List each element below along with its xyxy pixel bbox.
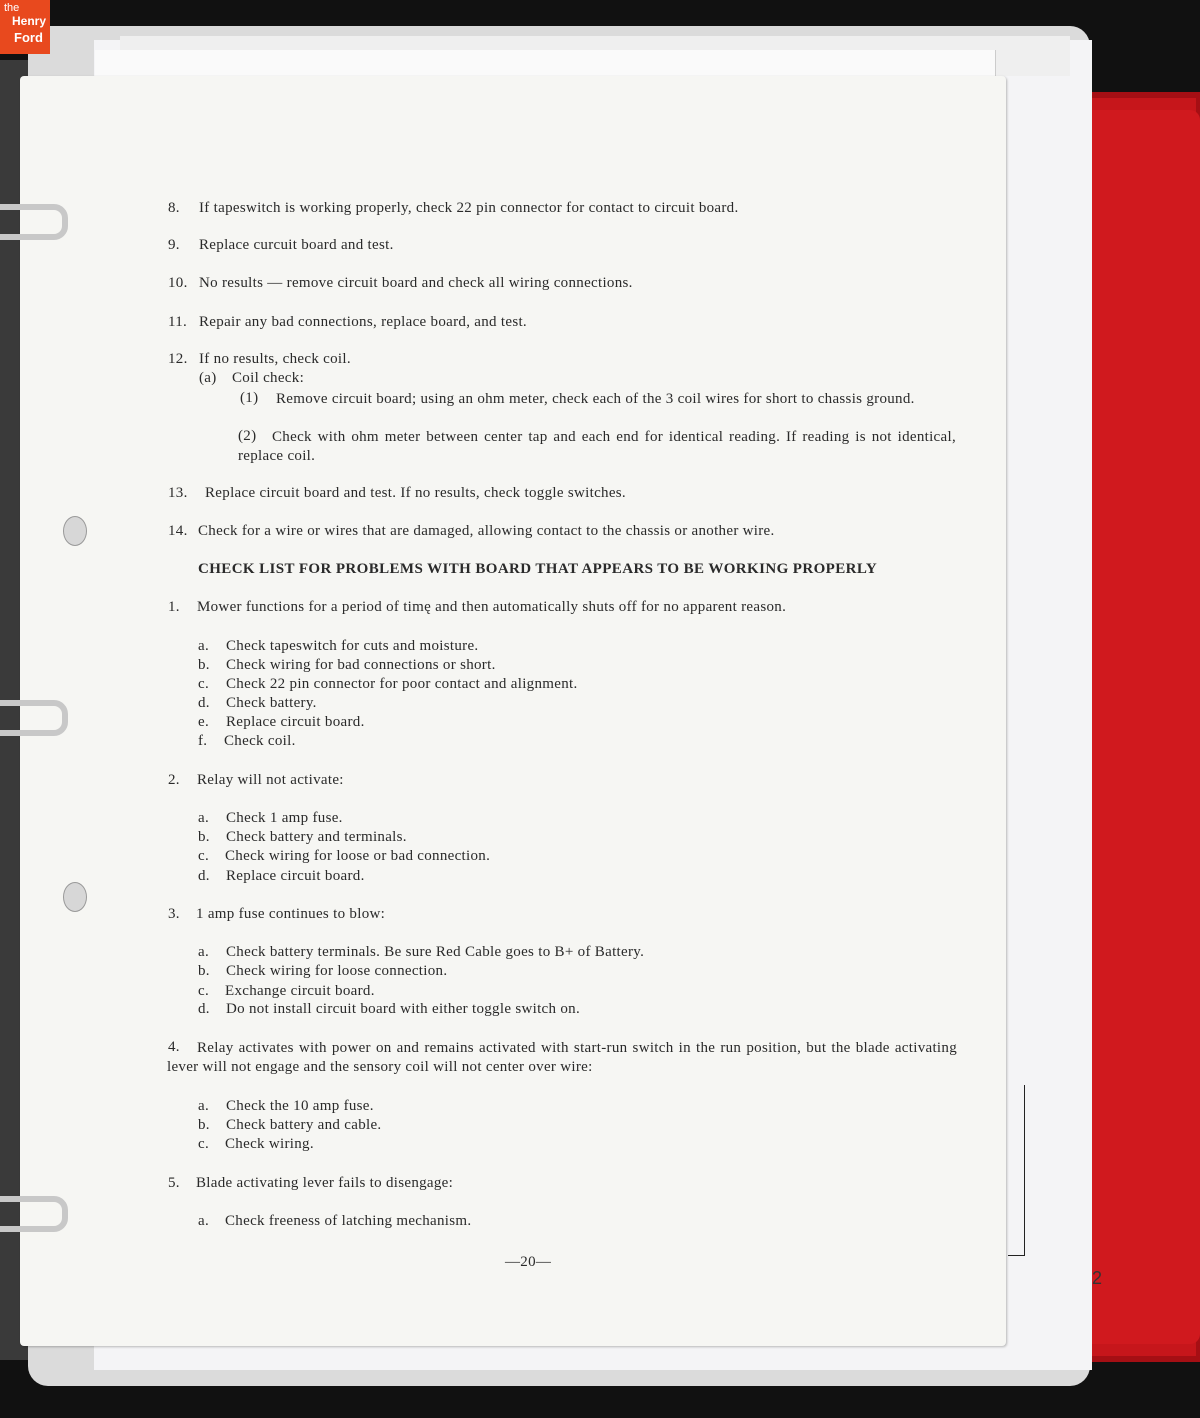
step-letter: b. [198,829,210,845]
problem-number: 2. [168,772,180,788]
step-text: Replace circuit board. [226,868,365,884]
item-text: If tapeswitch is working properly, check 22 pin connector for contact to circuit board. [199,200,739,216]
item-number: 8. [168,200,180,216]
item-number: 14. [168,523,188,539]
step-text: Check wiring. [225,1136,314,1152]
binder-ring-icon [0,700,68,736]
step-text: Check coil. [224,733,296,749]
step-letter: b. [198,657,210,673]
item-text: If no results, check coil. [199,351,351,367]
step-letter: a. [198,638,210,654]
item-number: 11. [168,314,188,330]
punch-hole-icon [63,516,87,546]
step-letter: d. [198,1001,210,1017]
step-letter: d. [198,695,210,711]
step-letter: a. [198,944,210,960]
step-text: Check tapeswitch for cuts and moisture. [226,638,479,654]
item-number: 12. [168,351,188,367]
step-text: Check 22 pin connector for poor contact and alignment. [226,676,578,692]
sub-label: (a) [199,370,217,386]
binder-ring-icon [0,1196,68,1232]
step-text: Check freeness of latching mechanism. [225,1213,472,1229]
item-number: 10. [168,275,188,291]
margin-mark: 2 [1092,1268,1103,1288]
problem-number: 1. [168,599,180,615]
step-letter: c. [198,848,210,864]
item-text: Check for a wire or wires that are damaged, allowing contact to the chassis or another wire. [198,523,775,539]
page-number: —20— [505,1254,552,1270]
step-text: Check 1 amp fuse. [226,810,343,826]
step-number: (2) [238,428,257,444]
logo-text: Ford [14,30,43,45]
step-text: Check wiring for bad connections or short. [226,657,496,673]
step-text: Do not install circuit board with either toggle switch on. [226,1001,580,1017]
section-heading: CHECK LIST FOR PROBLEMS WITH BOARD THAT APPEARS TO BE WORKING PROPERLY [198,561,878,577]
item-text: Replace curcuit board and test. [199,237,394,253]
sub-title: Coil check: [232,370,305,386]
step-text: Check battery and cable. [226,1117,382,1133]
step-text: Remove circuit board; using an ohm meter, check each of the 3 coil wires for short to chassis ground. [276,391,915,407]
step-text: Replace circuit board. [226,714,365,730]
item-text: Repair any bad connections, replace board, and test. [199,314,527,330]
step-text: Exchange circuit board. [225,983,375,999]
step-letter: b. [198,963,210,979]
problem-text: Blade activating lever fails to disengage: [196,1175,454,1191]
step-text: Check wiring for loose or bad connection. [225,848,491,864]
step-letter: f. [198,733,208,749]
step-letter: a. [198,1213,210,1229]
logo-text: Henry [12,14,47,28]
step-letter: d. [198,868,210,884]
item-number: 13. [168,485,188,501]
problem-number: 3. [168,906,180,922]
item-text: Replace circuit board and test. If no results, check toggle switches. [205,485,626,501]
pencil-mark [1008,1085,1025,1256]
step-letter: a. [198,1098,210,1114]
problem-number: 5. [168,1175,180,1191]
step-letter: e. [198,714,210,730]
step-text: Check with ohm meter between center tap and each end for identical reading. If reading is not identical, replace coil. [238,429,956,464]
problem-text: Relay will not activate: [197,772,344,788]
problem-text: 1 amp fuse continues to blow: [196,906,386,922]
step-number: (1) [240,390,259,406]
step-text: Check battery. [226,695,317,711]
binder-ring-icon [0,204,68,240]
step-letter: c. [198,676,210,692]
step-text: Check the 10 amp fuse. [226,1098,374,1114]
problem-number: 4. [168,1039,180,1055]
step-letter: c. [198,1136,210,1152]
item-text: No results — remove circuit board and check all wiring connections. [199,275,633,291]
problem-text: Relay activates with power on and remains activated with start-run switch in the run position, but the blade activating lever will not engage and the sensory coil will not center over wire: [167,1040,957,1075]
item-number: 9. [168,237,180,253]
step-text: Check battery terminals. Be sure Red Cable goes to B+ of Battery. [226,944,645,960]
document-page [20,76,1006,1346]
step-letter: b. [198,1117,210,1133]
step-letter: a. [198,810,210,826]
step-text: Check battery and terminals. [226,829,407,845]
punch-hole-icon [63,882,87,912]
problem-text: Mower functions for a period of timę and then automatically shuts off for no apparent reason. [197,599,787,615]
logo-text: the [4,2,20,14]
step-letter: c. [198,983,210,999]
step-text: Check wiring for loose connection. [226,963,448,979]
